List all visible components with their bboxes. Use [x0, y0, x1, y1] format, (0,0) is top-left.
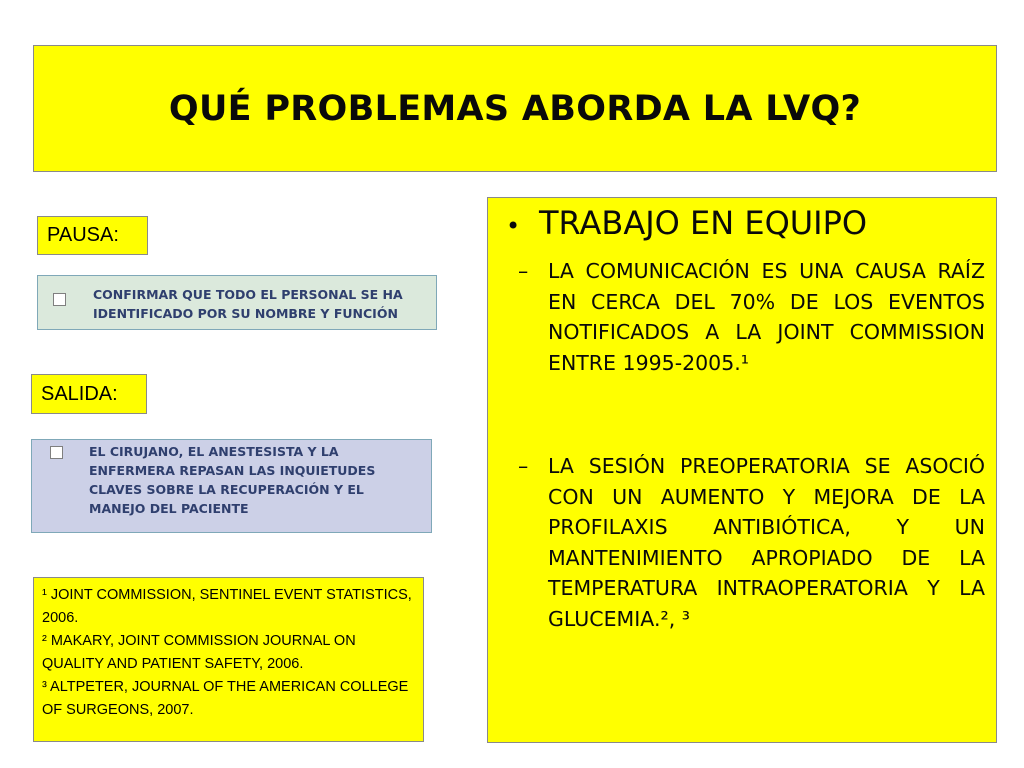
main-bullet: [506, 204, 867, 242]
title-banner: [33, 45, 997, 172]
pausa-checklist-text: CONFIRMAR QUE TODO EL PERSONAL SE HA IDENTIFICADO POR SU NOMBRE Y FUNCIÓN: [93, 287, 403, 321]
pausa-checklist-item: [37, 275, 437, 330]
reference-item: ² MAKARY, JOINT COMMISSION JOURNAL ON QUALITY AND PATIENT SAFETY, 2006.: [42, 633, 356, 672]
salida-checklist-item: [31, 439, 432, 533]
checkbox-icon: [50, 446, 63, 459]
pausa-label: PAUSA:: [37, 216, 148, 255]
bullet-icon: •: [506, 212, 521, 240]
bullet-heading: TRABAJO EN EQUIPO: [539, 204, 868, 242]
sub-point-text: LA SESIÓN PREOPERATORIA SE ASOCIÓ CON UN AUMENTO Y MEJORA DE LA PROFILAXIS ANTIBIÓTICA, Y UN MANTENIMIENTO APROPIADO DE LA TEMPERATURA INTRAOPERATORIA Y LA GLUCEMIA.², ³: [548, 454, 985, 631]
dash-icon: –: [518, 259, 529, 283]
reference-item: ³ ALTPETER, JOURNAL OF THE AMERICAN COLLEGE OF SURGEONS, 2007.: [42, 679, 409, 718]
sub-point: [518, 451, 985, 634]
checkbox-icon: [53, 293, 66, 306]
references-box: [33, 577, 424, 742]
reference-item: ¹ JOINT COMMISSION, SENTINEL EVENT STATISTICS, 2006.: [42, 587, 412, 626]
dash-icon: –: [518, 454, 529, 478]
salida-label: SALIDA:: [31, 374, 147, 414]
content-panel: [487, 197, 997, 743]
sub-point-text: LA COMUNICACIÓN ES UNA CAUSA RAÍZ EN CERCA DEL 70% DE LOS EVENTOS NOTIFICADOS A LA JOINT COMMISSION ENTRE 1995-2005.¹: [548, 259, 985, 375]
salida-checklist-text: EL CIRUJANO, EL ANESTESISTA Y LA ENFERMERA REPASAN LAS INQUIETUDES CLAVES SOBRE LA RECUPERACIÓN Y EL MANEJO DEL PACIENTE: [89, 444, 376, 516]
slide-title: QUÉ PROBLEMAS ABORDA LA LVQ?: [168, 88, 862, 129]
sub-point: [518, 256, 985, 378]
